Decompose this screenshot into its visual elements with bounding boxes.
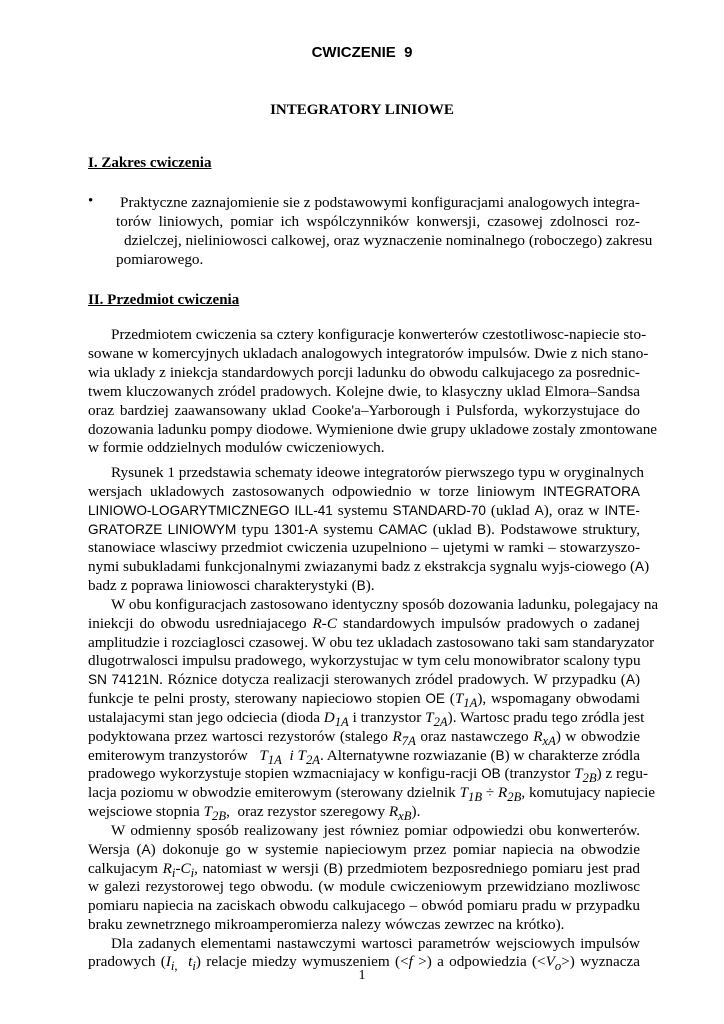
bullet-icon: • [88,193,94,209]
p3-line-2: iniekcji do obwodu usredniajacego R-C standardowych impulsów pradowych o zadanej [88,615,640,632]
exercise-subtitle: INTEGRATORY LINIOWE [270,102,454,118]
p3-line-10: pradowego wykorzystuje stopien wzmacniajacy w konfigu-racji OB (tranzystor $T_{2B}$) z regu- [88,765,649,786]
section2-heading: II. Przedmiot cwiczenia [88,292,240,308]
p2-line-5: stanowiace wlasciwy przedmiot cwiczenia uzupelniono – ujetymi w ramki – stowarzyszo- [88,539,640,556]
p2-line-3: LINIOWO-LOGARYTMICZNEGO ILL-41 systemu STANDARD-70 (uklad A), oraz w INTE- [88,502,640,519]
p3-line-3: amplitudzie i rozciaglosci czasowej. W obu tez ukladach zastosowano taki sam standaryzator [88,634,655,651]
p3-line-11: lacja poziomu w obwodzie emiterowym (sterowany dzielnik $T_{1B} \div R_{2B}$, komutujacy napiecie [88,784,656,805]
p1-line-4: twem kluczowanych zródel pradowych. Kolejne dwie, to klasyczny uklad Elmora–Sandsa [88,383,640,400]
section1-line-4: pomiarowego. [116,251,204,268]
section1-heading: I. Zakres cwiczenia [88,155,212,171]
p4-line-4: w galezi rezystorowej tego obwodu. (w module cwiczeniowym przewidziano mozliwosc [88,878,640,895]
page-number: 1 [358,968,366,983]
section1-line-2: torów liniowych, pomiar ich wspólczynników konwersji, czasowej zdolnosci roz- [116,213,640,230]
section1-line-3: dzielczej, nieliniowosci calkowej, oraz wyznaczenie nominalnego (roboczego) zakresu [124,232,653,249]
p3-line-1: W obu konfiguracjach zastosowano identyczny sposób dozowania ladunku, polegajacy na [111,596,659,613]
p4-line-5: pomiaru napiecia na zaciskach obwodu calkujacego – obwód pomiaru pradu w przypadku [88,897,640,914]
p2-line-1: Rysunek 1 przedstawia schematy ideowe integratorów pierwszego typu w oryginalnych [111,464,644,481]
p4-line-1: W odmienny sposób realizowany jest równiez pomiar odpowiedzi obu konwerterów. [111,822,640,839]
p3-line-7: ustalajacymi stan jego odciecia (dioda $D_{1A}$ i tranzystor $T_{2A}$). Wartosc pradu tego zródla jest [88,709,645,730]
exercise-title: CWICZENIE 9 [311,44,413,61]
p1-line-5: oraz bardziej zaawansowany uklad Cooke'a–Yarborough i Pulsforda, wykorzystujace do [88,402,640,419]
p1-line-6: dozowania ladunku pompy diodowe. Wymienione dwie grupy ukladowe zostaly zmontowane [88,421,658,438]
p1-line-3: wia uklady z iniekcja standardowych porcji ladunku do obwodu calkujacego za posrednic- [88,364,640,381]
p2-line-6: nymi subukladami funkcjonalnymi zwiazanymi badz z ekstrakcja sygnalu wyjs-ciowego (A) [88,558,650,575]
p3-line-6: funkcje te pelni prosty, sterowany napieciowo stopien OE $(T_{1A})$, wspomagany obwodami [88,690,640,711]
p2-line-4: GRATORZE LINIOWYM typu 1301-A systemu CAMAC (uklad B). Podstawowe struktury, [88,521,640,538]
p3-line-12: wejsciowe stopnia $T_{2B}$, oraz rezystor szeregowy $R_{xB}$). [88,803,421,824]
p2-line-7: badz z poprawa liniowosci charakterystyki (B). [88,577,375,594]
section1-line-1: Praktyczne zaznajomienie sie z podstawowymi konfiguracjami analogowych integra- [120,194,640,211]
p2-line-2: wersjach ukladowych zastosowanych odpowiednio w torze liniowym INTEGRATORA [88,483,640,500]
p5-line-2: pradowych ($I_{i,}$ $t_i$) relacje miedzy wymuszeniem (<f >) a odpowiedzia $(<V_o>)$ wyznacza [88,953,640,974]
p4-line-6: braku zewnetrznego mikroamperomierza nalezy wówczas zewrzec na krótko). [88,916,565,933]
p1-line-1: Przedmiotem cwiczenia sa cztery konfiguracje konwerterów czestotliwosc-napiecie sto- [111,326,647,343]
p3-line-8: podyktowana przez wartosci rezystorów (stalego $R_{7A}$ oraz nastawczego $R_{xA}$) w obwodzie [88,728,641,749]
p1-line-2: sowane w komercyjnych ukladach analogowych integratorów impulsów. Dwie z nich stano- [88,345,649,362]
p4-line-2: Wersja (A) dokonuje go w systemie napieciowym przez pomiar napiecia na obwodzie [88,841,640,858]
p5-line-1: Dla zadanych elementami nastawczymi wartosci parametrów wejsciowych impulsów [111,935,640,952]
p1-line-7: w formie oddzielnych modulów cwiczeniowych. [88,439,385,456]
p3-line-5: SN 74121N. Róznice dotycza realizacji sterowanych zródel pradowych. W przypadku (A) [88,671,641,688]
p3-line-9: emiterowym tranzystorów $T_{1A}$ i $T_{2A}$. Alternatywne rozwiazanie (B) w charakterze zródla [88,747,640,768]
p4-line-3: calkujacym $R_i-C_i$, natomiast w wersji (B) przedmiotem bezposredniego pomiaru jest prad [88,860,640,881]
p3-line-4: dlugotrwalosci impulsu pradowego, wykorzystujac w tym celu monowibrator scalony typu [88,652,641,669]
